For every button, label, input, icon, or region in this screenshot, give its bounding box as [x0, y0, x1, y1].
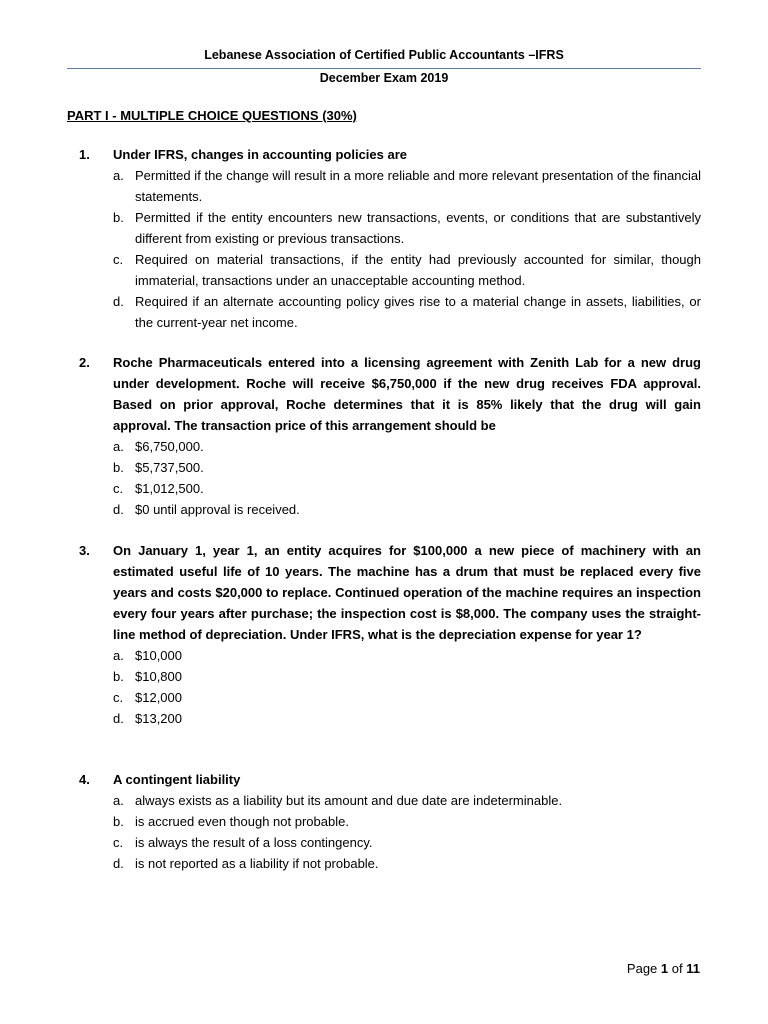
- of-word: of: [671, 961, 683, 976]
- option-letter: d.: [113, 294, 124, 309]
- option-item: [67, 478, 701, 499]
- option-text: is not reported as a liability if not probable.: [135, 856, 379, 871]
- question-text: Roche Pharmaceuticals entered into a licensing agreement with Zenith Lab for a new drug under development. Roche will receive $6,750,000 if the new drug receives FDA approval. Based on prior approval, Roche determines that it is 85% likely that the drug will gain approval. The transaction price of this arrangement should be: [113, 355, 701, 433]
- option-letter: d.: [113, 502, 124, 517]
- question-text: A contingent liability: [113, 772, 241, 787]
- option-letter: b.: [113, 669, 124, 684]
- question-number: 1.: [79, 147, 90, 162]
- option-text: always exists as a liability but its amount and due date are indeterminable.: [135, 793, 563, 808]
- page-word: Page: [626, 961, 658, 976]
- page-total: 11: [686, 961, 700, 976]
- option-item: [67, 291, 701, 333]
- question-stem: [67, 769, 701, 790]
- option-text: $12,000: [135, 690, 182, 705]
- option-text: Permitted if the entity encounters new transactions, events, or conditions that are substantively different from existing or previous transactions.: [135, 210, 701, 246]
- option-letter: c.: [113, 252, 124, 267]
- option-item: [67, 499, 701, 520]
- option-text: Required if an alternate accounting policy gives rise to a material change in assets, liabilities, or the current-year net income.: [135, 294, 701, 330]
- option-text: $10,000: [135, 648, 182, 663]
- option-item: [67, 207, 701, 249]
- option-text: is accrued even though not probable.: [135, 814, 349, 829]
- option-letter: c.: [113, 481, 124, 496]
- option-item: [67, 832, 701, 853]
- option-letter: a.: [113, 648, 124, 663]
- option-letter: d.: [113, 711, 124, 726]
- question-2: [67, 352, 701, 520]
- question-number: 4.: [79, 772, 90, 787]
- option-list: [67, 645, 701, 729]
- option-item: [67, 853, 701, 874]
- option-text: $10,800: [135, 669, 182, 684]
- option-letter: b.: [113, 210, 124, 225]
- option-letter: b.: [113, 814, 124, 829]
- option-item: [67, 811, 701, 832]
- part-title: PART I - MULTIPLE CHOICE QUESTIONS (30%): [67, 108, 357, 123]
- header-exam-title: December Exam 2019: [319, 71, 449, 85]
- question-stem: [67, 352, 701, 436]
- option-letter: a.: [113, 168, 124, 183]
- option-letter: a.: [113, 439, 124, 454]
- option-letter: d.: [113, 856, 124, 871]
- question-text: Under IFRS, changes in accounting policies are: [113, 147, 408, 162]
- question-1: [67, 144, 701, 333]
- option-text: is always the result of a loss contingency.: [135, 835, 373, 850]
- option-item: [67, 790, 701, 811]
- option-letter: a.: [113, 793, 124, 808]
- option-text: $0 until approval is received.: [135, 502, 300, 517]
- option-item: [67, 436, 701, 457]
- option-text: $5,737,500.: [135, 460, 204, 475]
- question-text: On January 1, year 1, an entity acquires for $100,000 a new piece of machinery with an estimated useful life of 10 years. The machine has a drum that must be replaced every five years and costs $20,000 to replace. Continued operation of the machine requires an inspection every four years after purchase; the inspection cost is $8,000. The company uses the straight-line method of depreciation. Under IFRS, what is the depreciation expense for year 1?: [113, 543, 701, 642]
- header-divider: [67, 68, 701, 69]
- option-item: [67, 666, 701, 687]
- question-3: [67, 540, 701, 729]
- option-list: [67, 436, 701, 520]
- option-text: $6,750,000.: [135, 439, 204, 454]
- question-number: 2.: [79, 355, 90, 370]
- header-organization: Lebanese Association of Certified Public Accountants –IFRS: [204, 48, 564, 62]
- option-item: [67, 457, 701, 478]
- page-current: 1: [660, 961, 669, 976]
- option-item: [67, 708, 701, 729]
- question-stem: [67, 540, 701, 645]
- question-stem: [67, 144, 701, 165]
- option-item: [67, 165, 701, 207]
- option-letter: c.: [113, 835, 124, 850]
- option-list: [67, 165, 701, 333]
- option-letter: b.: [113, 460, 124, 475]
- option-text: $13,200: [135, 711, 182, 726]
- option-text: Required on material transactions, if the entity had previously accounted for similar, though immaterial, transactions under an unacceptable accounting method.: [135, 252, 701, 288]
- question-4: [67, 769, 701, 874]
- option-item: [67, 645, 701, 666]
- page-number: [627, 960, 700, 978]
- option-item: [67, 249, 701, 291]
- option-text: $1,012,500.: [135, 481, 204, 496]
- question-number: 3.: [79, 543, 90, 558]
- option-list: [67, 790, 701, 874]
- option-text: Permitted if the change will result in a more reliable and more relevant presentation of the financial statements.: [135, 168, 701, 204]
- option-item: [67, 687, 701, 708]
- option-letter: c.: [113, 690, 124, 705]
